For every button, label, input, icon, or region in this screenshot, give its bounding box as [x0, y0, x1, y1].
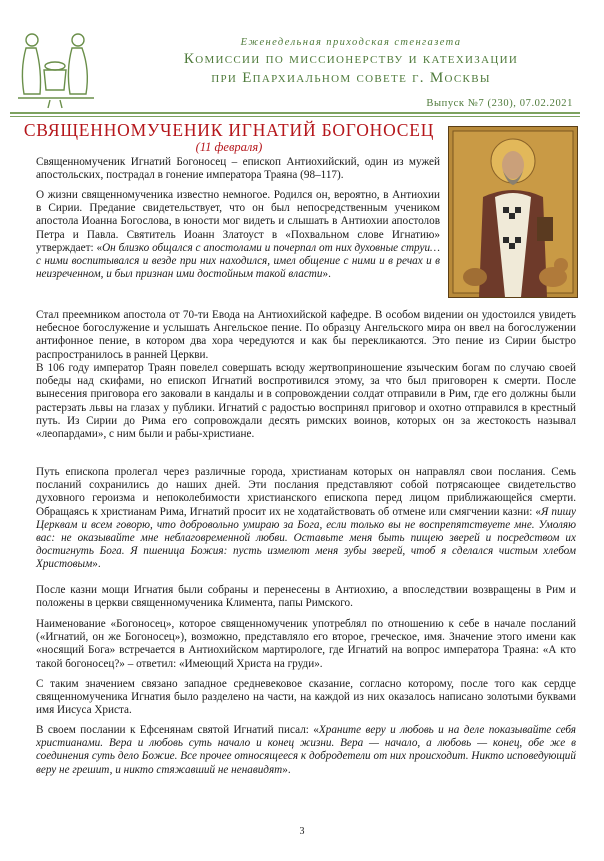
- paragraph-relics: После казни мощи Игнатия были собраны и перенесены в Антиохию, а впоследствии возвращены в Рим и положены в церкви священномученика Климента, папы Римского.: [36, 584, 576, 610]
- paragraph-name-meaning: Наименование «Богоносец», которое священномученик употреблял по отношению к себе в начале посланий («Игнатий, он же Богоносец»), возможно, представляло его второе, греческое, имя. Значение этого имени как «носящий Бога» встречается в Антиохийском мартирологе, где Игнатий на вопрос императора Траяна: «А кто такой богоносец?» – ответил: «Имеющий Христа на груди».: [36, 618, 576, 670]
- quote-text: Он близко общался с апостолами и почерпал от них духовные струи… с ними воспитывался и везде при них находился, имел общение с ними и в речах и в неизреченном, и был признан ими достойным такой власти: [36, 241, 440, 281]
- paragraph-intro: Священномученик Игнатий Богоносец – епископ Антиохийский, один из мужей апостольских, пострадал в гонение императора Траяна (98–117).: [36, 156, 440, 182]
- paragraph-legend: С таким значением связано западное средневековое сказание, согласно которому, после того как сердце священномученика Игнатия было разделено на части, на каждой из них оказалось написано золотыми буквами имя Иисуса Христа.: [36, 678, 576, 717]
- header-title-line-2: при Епархиальном совете г. Москвы: [211, 70, 491, 86]
- paragraph-text: ».: [322, 268, 331, 281]
- paragraph-cathedra: Стал преемником апостола от 70-ти Евода на Антиохийской кафедре. В особом видении он удостоился увидеть небесное богослужение и услышать Ангельское пение. По образцу Ангельского мира он ввел на богослужении антифонное пение, в котором два хора чередуются и как бы перекликаются. Это пение из Сирии быстро распространилось в ранней Церкви.: [36, 309, 576, 361]
- paragraph-sentence: В 106 году император Траян повелел совершать всюду жертвоприношение языческим богам по случаю своей победы над скифами, но епископ Игнатий воспротивился этому, за что был приговорен к смерти. После вынесения приговора его заковали в кандалы и в сопровождении солдат отправили в Рим, где его должны были растерзать львы на глазах у публики. Игнатий с радостью воспринял приговор и охотно отправился в крестный путь. Из Сирии до Рима его сопровождали десять римских воинов, которых он за жестокость называл «леопардами», с ним были и рабы-христиане.: [36, 362, 576, 441]
- quote-text: Храните веру и любовь и на деле показывайте себя христианами. Вера и любовь суть начало и конец жизни. Вера — начало, а любовь — конец, обе же в соединения суть дело Божие. Все прочее относящееся к добродетели от них происходит. Никто исповедующий веру не грешит, и никто стяжавший не ненавидят: [36, 724, 576, 776]
- paragraph-text: В своем послании к Ефсенянам святой Игнатий писал: «: [36, 724, 319, 736]
- paragraph-ephesians: [36, 724, 576, 777]
- paragraph-biography: [36, 189, 440, 281]
- figures-at-table-logo-icon: [10, 30, 100, 110]
- paragraph-text: ».: [282, 763, 291, 776]
- issue-number: Выпуск №7 (230), 07.02.2021: [426, 98, 573, 109]
- paragraph-text: Путь епископа пролегал через различные города, христианам которых он направлял свои послания. Семь посланий сохранились до наших дней. Эти послания представляют собой потрясающее свидетельство духовного героизма и непоколебимости христианского епископа перед лицом приближающейся смерти. Обращаясь к христианам Рима, Игнатий просит их не ходатайствовать об отмене или смягчении казни: «: [36, 466, 576, 518]
- header-subtitle: Еженедельная приходская стенгазета: [240, 37, 462, 48]
- newspaper-header: [0, 0, 604, 116]
- paragraph-text: ».: [92, 558, 101, 571]
- page-number: 3: [299, 826, 305, 837]
- article-title: СВЯЩЕННОМУЧЕНИК ИГНАТИЙ БОГОНОСЕЦ: [23, 120, 435, 140]
- saint-icon-painting: [448, 126, 578, 298]
- paragraph-text: О жизни священномученика известно немногое. Родился он, вероятно, в Антиохии в Сирии. Предание свидетельствует, что он был непосредственным учеником апостола Иоанна Богослова, в юности мог видеть и слышать в Антиохии апостолов Петра и Павла. Святитель Иоанн Златоуст в «Похвальном слове Игнатию» утверждает: «: [36, 189, 440, 254]
- article-date: (11 февраля): [195, 140, 263, 154]
- header-title-line-1: Комиссии по миссионерству и катехизации: [183, 51, 519, 67]
- header-divider-thin: [10, 116, 580, 117]
- header-divider: [10, 112, 580, 114]
- quote-text: Я пишу Церквам и всем говорю, что добровольно умираю за Бога, если только вы не воспрепятствуете мне. Умоляю вас: не оказывайте мне неблаговременной любви. Оставьте меня быть пищею зверей и посредством их достигнуть Бога. Я пшеница Божия: пусть измелют меня зубы зверей, чтоб я сделался чистым хлебом Христовым: [36, 505, 576, 571]
- paragraph-epistles: [36, 466, 576, 572]
